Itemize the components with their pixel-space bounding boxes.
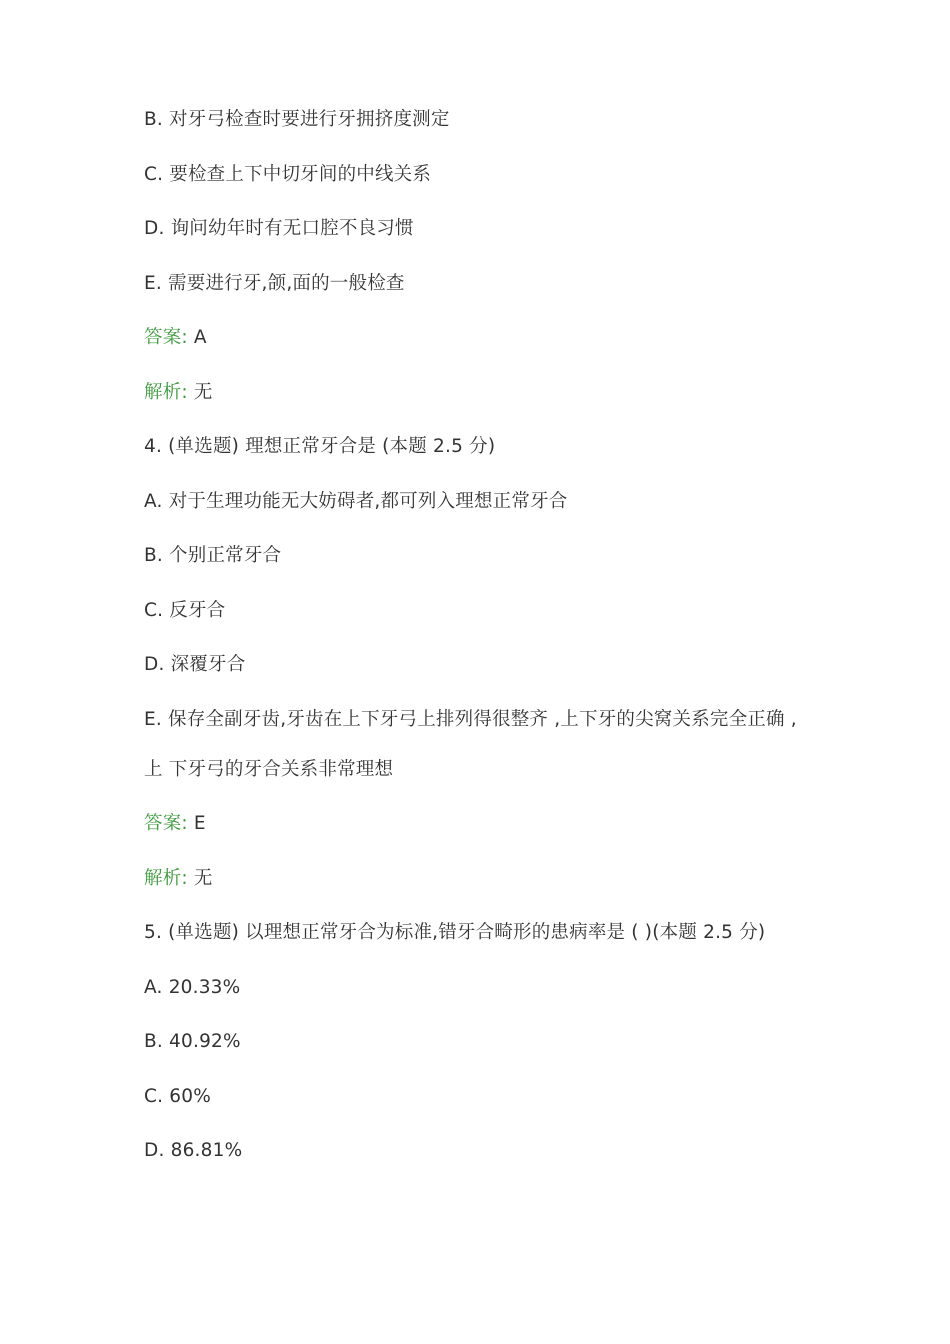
q3-option-e: E. 需要进行牙,颌,面的一般检查 bbox=[144, 273, 405, 294]
q5-option-d: D. 86.81% bbox=[144, 1140, 243, 1161]
q4-option-b: B. 个别正常牙合 bbox=[144, 545, 282, 566]
q4-option-e-line2: 上 下牙弓的牙合关系非常理想 bbox=[144, 759, 394, 780]
analysis-value: 无 bbox=[187, 868, 213, 889]
answer-label: 答案: bbox=[144, 327, 188, 348]
q5-option-a: A. 20.33% bbox=[144, 977, 241, 998]
q4-option-e-line1: E. 保存全副牙齿,牙齿在上下牙弓上排列得很整齐 ,上下牙的尖窝关系完全正确 , bbox=[144, 709, 797, 730]
q3-option-c: C. 要检查上下中切牙间的中线关系 bbox=[144, 164, 432, 185]
q3-option-d: D. 询问幼年时有无口腔不良习惯 bbox=[144, 218, 414, 239]
answer-value: A bbox=[187, 327, 207, 348]
analysis-label: 解析: bbox=[144, 868, 188, 889]
q5-option-c: C. 60% bbox=[144, 1086, 211, 1107]
q4-option-d: D. 深覆牙合 bbox=[144, 654, 246, 675]
q4-answer bbox=[144, 812, 206, 836]
q3-analysis bbox=[144, 381, 213, 405]
q4-option-c: C. 反牙合 bbox=[144, 600, 226, 621]
q5-option-b: B. 40.92% bbox=[144, 1031, 241, 1052]
q4-option-a: A. 对于生理功能无大妨碍者,都可列入理想正常牙合 bbox=[144, 491, 568, 512]
analysis-value: 无 bbox=[187, 382, 213, 403]
q3-answer bbox=[144, 326, 207, 350]
q5-question: 5. (单选题) 以理想正常牙合为标准,错牙合畸形的患病率是 ( )(本题 2.5 分) bbox=[144, 922, 766, 943]
analysis-label: 解析: bbox=[144, 382, 188, 403]
answer-label: 答案: bbox=[144, 813, 188, 834]
answer-value: E bbox=[187, 813, 206, 834]
q4-question: 4. (单选题) 理想正常牙合是 (本题 2.5 分) bbox=[144, 436, 496, 457]
q4-analysis bbox=[144, 867, 213, 891]
q3-option-b: B. 对牙弓检查时要进行牙拥挤度测定 bbox=[144, 109, 450, 130]
